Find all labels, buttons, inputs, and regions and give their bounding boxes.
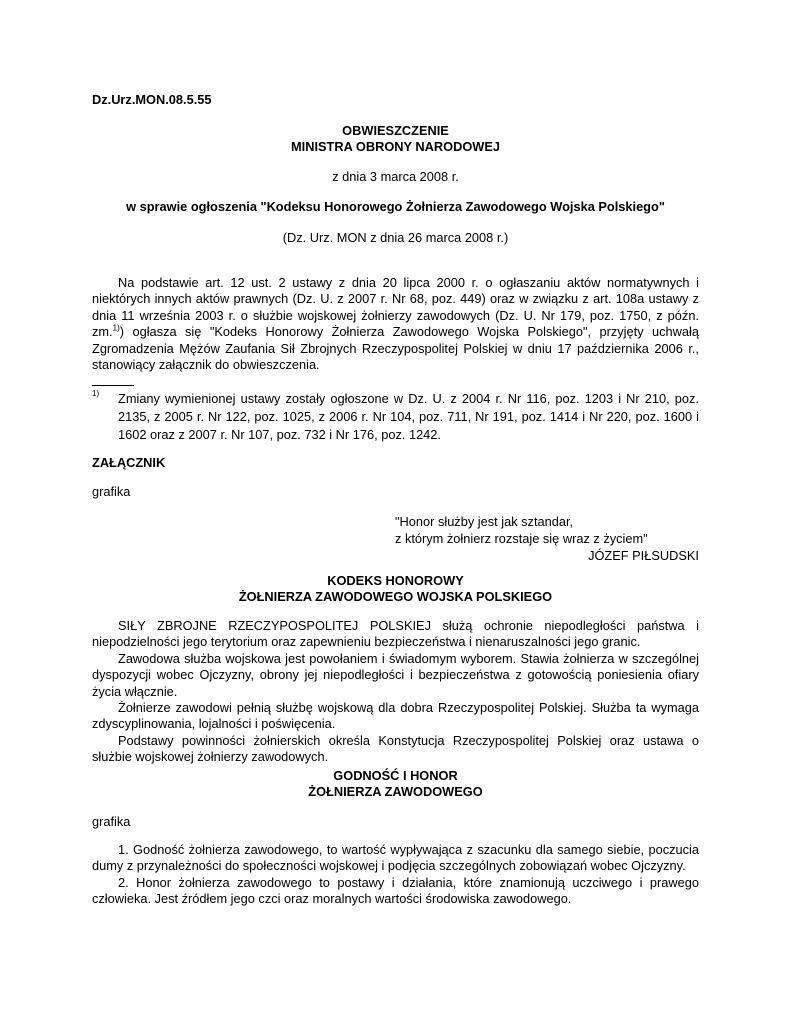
footnote-separator [92,385,134,386]
quote-line-2: z którym żołnierz rozstaje się wraz z życiem" [395,531,648,546]
quote-line-1: "Honor służby jest jak sztandar, [395,514,574,529]
graphic-placeholder-2: grafika [92,814,131,829]
code-preamble [92,618,699,766]
paragraph: SIŁY ZBROJNE RZECZYPOSPOLITEJ POLSKIEJ służą ochronie niepodległości państwa i niepodzielności jego terytorium oraz zapewnieniu bezpieczeństwa i nienaruszalności jego granic. [92,618,699,650]
list-item: 2. Honor żołnierza zawodowego to postawy i działania, które znamionują uczciwego i prawego człowieka. Jest źródłem jego czci oraz moralnych wartości środowiska zawodowego. [92,874,699,907]
intro-paragraph: Na podstawie art. 12 ust. 2 ustawy z dnia 20 lipca 2000 r. o ogłaszaniu aktów normatywnych i niektórych innych aktów prawnych (Dz. U. z 2007 r. Nr 68, poz. 449) oraz w związku z art. 108a ustawy z dnia 11 września 2003 r. o służbie wojskowej żołnierzy zawodowych (Dz. U. Nr 179, poz. 1750, z późn. zm.$^{1)}$) ogłasza się "Kodeks Honorowy Żołnierza Zawodowego Wojska Polskiego", przyjęty uchwałą Zgromadzenia Mężów Zaufania Sił Zbrojnych Rzeczypospolitej Polskiej w dniu 17 października 2006 r., stanowiący załącznik do obwieszczenia. [92,275,699,373]
footnote-text: Zmiany wymienionej ustawy zostały ogłoszone w Dz. U. z 2004 r. Nr 116, poz. 1203 i Nr 210, poz. 2135, z 2005 r. Nr 122, poz. 1025, z 2006 r. Nr 104, poz. 711, Nr 191, poz. 1414 i Nr 220, poz. 1600 i 1602 oraz z 2007 r. Nr 107, poz. 732 i Nr 176, poz. 1242. [118,391,699,442]
document-id: Dz.Urz.MON.08.5.55 [92,92,212,107]
motto-quote [395,513,699,564]
graphic-placeholder-1: grafika [92,484,131,499]
section-title-line-1: GODNOŚĆ I HONOR [333,768,458,783]
paragraph: Zawodowa służba wojskowa jest powołaniem i świadomym wyborem. Stawia żołnierza w szczególnej dyspozycji wobec Ojczyzny, obrony jej niepodległości i bezpieczeństwa z gotowością poniesienia ofiary życia włącznie. [92,650,699,699]
footnote-reference: 1) [112,323,120,333]
list-item: 1. Godność żołnierza zawodowego, to wartość wypływająca z szacunku dla samego siebie, poczucia dumy z przynależności do społeczności wojskowej i podjęcia szczególnych zobowiązań wobec Ojczyzny. [92,842,699,874]
title-line-2: MINISTRA OBRONY NARODOWEJ [290,139,501,154]
paragraph: Żołnierze zawodowi pełnią służbę wojskową dla dobra Rzeczypospolitej Polskiej. Służba ta wymaga zdyscyplinowania, lojalności i poświęcenia. [92,700,699,732]
code-title-line-1: KODEKS HONOROWY [327,573,464,588]
numbered-items [92,842,699,908]
code-title-line-2: ŻOŁNIERZA ZAWODOWEGO WOJSKA POLSKIEGO [238,589,553,604]
paragraph: Podstawy powinności żołnierskich określa Konstytucja Rzeczypospolitej Polskiej oraz ustawa o służbie wojskowej żołnierzy zawodowych. [92,732,699,765]
footnote-mark: 1) [92,389,100,398]
section-title-line-2: ŻOŁNIERZA ZAWODOWEGO [308,784,483,799]
annex-heading: ZAŁĄCZNIK [92,455,166,470]
title-line-1: OBWIESZCZENIE [342,123,449,138]
quote-author: JÓZEF PIŁSUDSKI [588,548,699,563]
document-date: z dnia 3 marca 2008 r. [332,169,459,184]
document-subject: w sprawie ogłoszenia "Kodeksu Honorowego Żołnierza Zawodowego Wojska Polskiego" [126,199,665,214]
publication-note: (Dz. Urz. MON z dnia 26 marca 2008 r.) [282,230,509,245]
